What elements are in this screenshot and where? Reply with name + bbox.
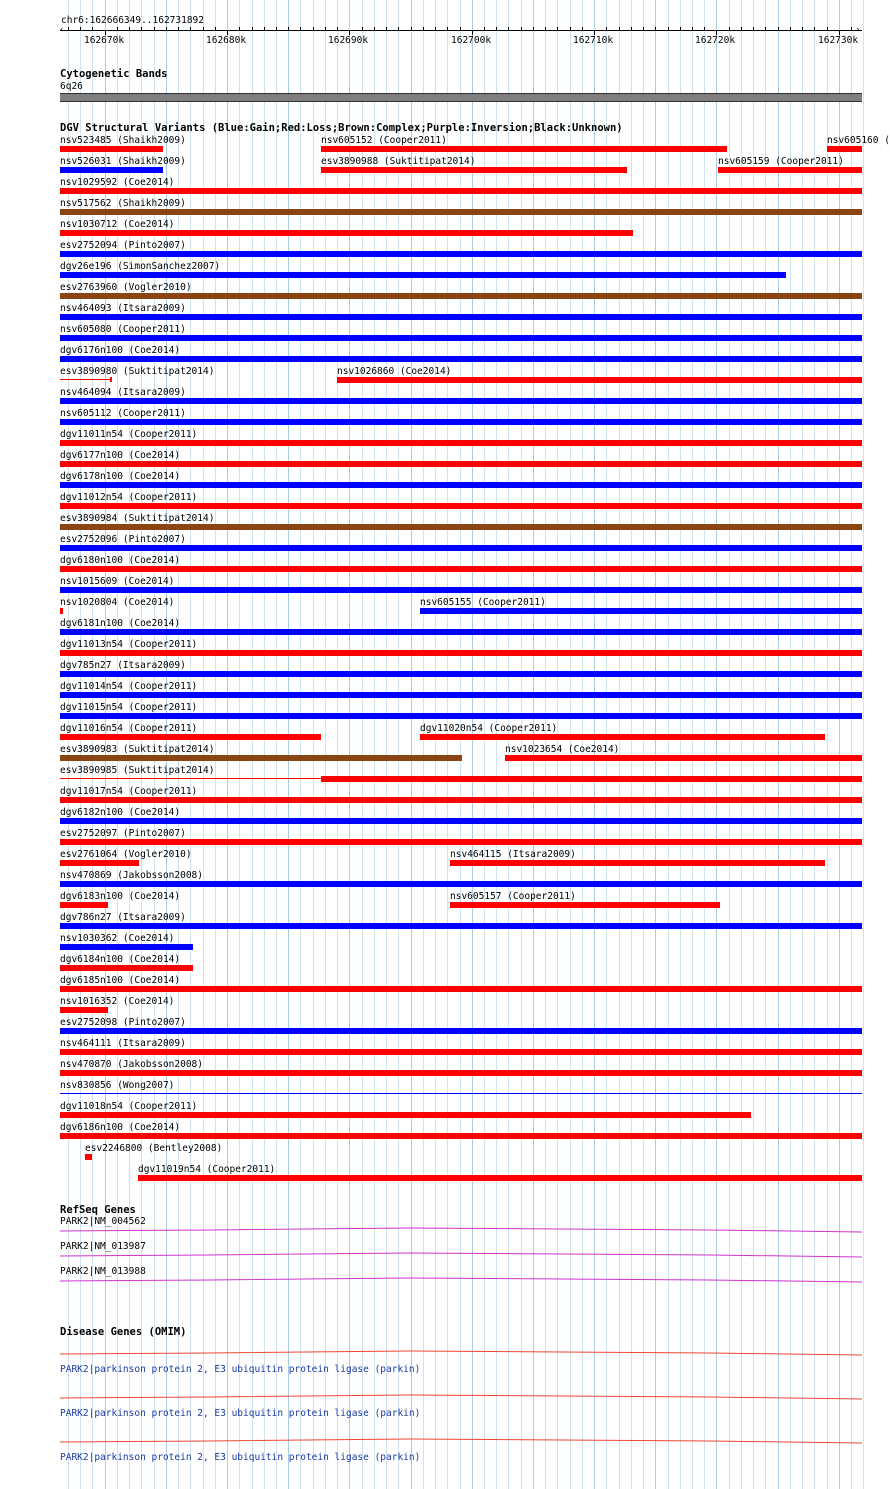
dgv-variant-bar[interactable] — [60, 146, 163, 152]
dgv-variant-bar[interactable] — [60, 755, 462, 761]
dgv-variant-bar[interactable] — [60, 734, 321, 740]
dgv-variant-label[interactable]: dgv11011n54 (Cooper2011) — [60, 429, 198, 440]
dgv-variant-label[interactable]: nsv526031 (Shaikh2009) — [60, 156, 186, 167]
grid-line — [374, 0, 375, 1489]
ruler-tick — [741, 27, 742, 30]
grid-line — [802, 0, 803, 1489]
ruler-tick — [435, 27, 436, 30]
dgv-variant-label[interactable]: dgv6176n100 (Coe2014) — [60, 345, 181, 356]
grid-line — [668, 0, 669, 1489]
dgv-variant-label[interactable]: nsv464094 (Itsara2009) — [60, 387, 186, 398]
dgv-variant-bar[interactable] — [60, 379, 111, 380]
ruler-tick — [252, 27, 253, 30]
omim-gene-model[interactable] — [60, 1437, 862, 1445]
dgv-variant-label[interactable]: esv3890988 (Suktitipat2014) — [321, 156, 476, 167]
ruler-tick — [802, 27, 803, 30]
ruler-tick — [239, 27, 240, 30]
cytoband-bar[interactable] — [60, 93, 862, 102]
dgv-variant-bar[interactable] — [60, 1007, 108, 1013]
ruler-tick — [80, 27, 81, 30]
ruler-tick — [496, 27, 497, 30]
dgv-variant-label[interactable]: dgv6186n100 (Coe2014) — [60, 1122, 181, 1133]
grid-line — [252, 0, 253, 1489]
dgv-variant-label[interactable]: nsv1015609 (Coe2014) — [60, 576, 175, 587]
ruler-tick — [692, 27, 693, 30]
ruler-tick — [582, 27, 583, 30]
dgv-variant-label[interactable]: nsv1020804 (Coe2014) — [60, 597, 175, 608]
dgv-variant-label[interactable]: dgv11015n54 (Cooper2011) — [60, 702, 198, 713]
ruler-tick — [300, 27, 301, 30]
dgv-track-title: DGV Structural Variants (Blue:Gain;Red:Loss;Brown:Complex;Purple:Inversion;Black:Unknown) — [60, 122, 623, 134]
dgv-variant-bar[interactable] — [60, 881, 862, 887]
grid-line — [863, 0, 864, 1489]
ruler-tick — [313, 27, 314, 30]
dgv-variant-bar[interactable] — [60, 965, 193, 971]
grid-line — [288, 0, 289, 1489]
dgv-variant-bar[interactable] — [60, 671, 862, 677]
refseq-gene-label[interactable]: PARK2|NM_013987 — [60, 1241, 146, 1252]
dgv-variant-bar[interactable] — [60, 461, 862, 467]
dgv-variant-bar[interactable] — [60, 230, 633, 236]
ruler-tick-label: 162690k — [328, 35, 369, 46]
dgv-variant-bar[interactable] — [60, 503, 862, 509]
grid-line — [655, 0, 656, 1489]
ruler-tick — [190, 27, 191, 30]
dgv-variant-bar[interactable] — [60, 839, 862, 845]
dgv-variant-label[interactable]: dgv786n27 (Itsara2009) — [60, 912, 186, 923]
grid-line — [827, 0, 828, 1489]
locus-label: chr6:162666349..162731892 — [61, 15, 204, 26]
grid-line — [472, 0, 473, 1489]
ruler-tick — [447, 27, 448, 30]
ruler-tick — [655, 27, 656, 30]
dgv-variant-bar[interactable] — [60, 1133, 862, 1139]
ruler-tick — [753, 27, 754, 30]
dgv-variant-label[interactable]: dgv11014n54 (Cooper2011) — [60, 681, 198, 692]
ruler-tick — [117, 27, 118, 30]
dgv-variant-label[interactable]: nsv1016352 (Coe2014) — [60, 996, 175, 1007]
grid-line — [276, 0, 277, 1489]
dgv-variant-bar[interactable] — [60, 1049, 862, 1055]
dgv-variant-bar[interactable] — [450, 860, 825, 866]
dgv-variant-label[interactable]: dgv26e196 (SimonSanchez2007) — [60, 261, 221, 272]
grid-line — [716, 0, 717, 1489]
ruler-tick — [521, 27, 522, 30]
grid-line — [631, 0, 632, 1489]
ruler-tick — [92, 27, 93, 30]
grid-line — [313, 0, 314, 1489]
ruler-tick — [631, 27, 632, 30]
dgv-variant-bar[interactable] — [60, 482, 862, 488]
ruler-tick — [325, 27, 326, 30]
refseq-gene-model[interactable] — [60, 1226, 862, 1234]
ruler-tick — [374, 27, 375, 30]
grid-line — [839, 0, 840, 1489]
dgv-variant-bar[interactable] — [60, 587, 862, 593]
dgv-variant-label[interactable]: nsv605157 (Cooper2011) — [450, 891, 576, 902]
dgv-variant-label[interactable]: dgv11019n54 (Cooper2011) — [138, 1164, 276, 1175]
grid-line — [729, 0, 730, 1489]
ruler-tick — [129, 27, 130, 30]
omim-gene-model[interactable] — [60, 1393, 862, 1401]
ruler-tick — [264, 27, 265, 30]
dgv-variant-bar[interactable] — [60, 314, 862, 320]
dgv-variant-label[interactable]: nsv464093 (Itsara2009) — [60, 303, 186, 314]
grid-line — [435, 0, 436, 1489]
ruler-left-arrow-icon: ‹ — [59, 25, 65, 35]
ruler-tick — [814, 27, 815, 30]
dgv-variant-bar[interactable] — [60, 797, 862, 803]
dgv-variant-bar[interactable] — [60, 629, 862, 635]
grid-line — [765, 0, 766, 1489]
ruler-tick — [606, 27, 607, 30]
grid-line — [300, 0, 301, 1489]
refseq-gene-label[interactable]: PARK2|NM_013988 — [60, 1266, 146, 1277]
refseq-gene-label[interactable]: PARK2|NM_004562 — [60, 1216, 146, 1227]
dgv-variant-bar[interactable] — [60, 1070, 862, 1076]
dgv-variant-bar[interactable] — [60, 986, 862, 992]
grid-line — [325, 0, 326, 1489]
dgv-variant-bar[interactable] — [718, 167, 862, 173]
dgv-variant-label[interactable]: dgv6181n100 (Coe2014) — [60, 618, 181, 629]
dgv-variant-bar[interactable] — [321, 776, 862, 782]
dgv-variant-label[interactable]: nsv1030362 (Coe2014) — [60, 933, 175, 944]
dgv-variant-bar[interactable] — [60, 650, 862, 656]
dgv-variant-label[interactable]: dgv11017n54 (Cooper2011) — [60, 786, 198, 797]
ruler-tick-label: 162670k — [84, 35, 125, 46]
grid-line — [692, 0, 693, 1489]
dgv-variant-bar[interactable] — [60, 1028, 862, 1034]
dgv-variant-label[interactable]: dgv6177n100 (Coe2014) — [60, 450, 181, 461]
dgv-variant-label[interactable]: esv2752097 (Pinto2007) — [60, 828, 186, 839]
grid-line — [680, 0, 681, 1489]
dgv-variant-bar[interactable] — [138, 1175, 862, 1181]
ruler-tick — [386, 27, 387, 30]
dgv-variant-label[interactable]: esv3890985 (Suktitipat2014) — [60, 765, 215, 776]
dgv-variant-bar[interactable] — [60, 293, 862, 299]
dgv-variant-label[interactable]: nsv470870 (Jakobsson2008) — [60, 1059, 203, 1070]
ruler-tick — [557, 27, 558, 30]
ruler-tick — [166, 27, 167, 30]
dgv-variant-label[interactable]: nsv605080 (Cooper2011) — [60, 324, 186, 335]
ruler-tick — [533, 27, 534, 30]
ruler-tick — [154, 27, 155, 30]
ruler-tick — [680, 27, 681, 30]
dgv-variant-bar[interactable] — [60, 524, 862, 530]
grid-line — [790, 0, 791, 1489]
ruler-tick — [423, 27, 424, 30]
dgv-variant-label[interactable]: nsv523485 (Shaikh2009) — [60, 135, 186, 146]
dgv-variant-label[interactable]: esv2752096 (Pinto2007) — [60, 534, 186, 545]
dgv-variant-bar[interactable] — [60, 398, 862, 404]
dgv-variant-bar[interactable] — [60, 335, 862, 341]
dgv-variant-label[interactable]: dgv785n27 (Itsara2009) — [60, 660, 186, 671]
grid-line — [386, 0, 387, 1489]
dgv-variant-label[interactable]: nsv605112 (Cooper2011) — [60, 408, 186, 419]
dgv-variant-label[interactable]: nsv1026860 (Coe2014) — [337, 366, 452, 377]
dgv-variant-label[interactable]: nsv605160 ( — [827, 135, 890, 146]
ruler-tick — [668, 27, 669, 30]
dgv-variant-label[interactable]: nsv464115 (Itsara2009) — [450, 849, 576, 860]
dgv-variant-label[interactable]: dgv6184n100 (Coe2014) — [60, 954, 181, 965]
dgv-variant-label[interactable]: dgv11013n54 (Cooper2011) — [60, 639, 198, 650]
grid-line — [349, 0, 350, 1489]
ruler-tick — [337, 27, 338, 30]
ruler-axis-line — [60, 30, 862, 31]
ruler-tick — [827, 27, 828, 30]
omim-gene-link[interactable]: PARK2|parkinson protein 2, E3 ubiquitin protein ligase (parkin) — [60, 1408, 421, 1419]
ruler-tick — [619, 27, 620, 30]
dgv-variant-label[interactable]: nsv1029592 (Coe2014) — [60, 177, 175, 188]
ruler-tick-label: 162700k — [451, 35, 492, 46]
dgv-variant-label[interactable]: esv3890984 (Suktitipat2014) — [60, 513, 215, 524]
grid-line — [215, 0, 216, 1489]
dgv-variant-label[interactable]: esv2752094 (Pinto2007) — [60, 240, 186, 251]
ruler-tick — [68, 27, 69, 30]
dgv-variant-bar[interactable] — [60, 1112, 751, 1118]
refseq-track-title: RefSeq Genes — [60, 1204, 136, 1216]
dgv-variant-bar[interactable] — [60, 419, 862, 425]
dgv-variant-bar[interactable] — [60, 1093, 862, 1094]
ruler-tick-label: 162710k — [573, 35, 614, 46]
grid-line — [704, 0, 705, 1489]
grid-line — [447, 0, 448, 1489]
ruler-right-arrow-icon: › — [855, 25, 861, 35]
dgv-variant-bar[interactable] — [60, 188, 862, 194]
dgv-variant-label[interactable]: nsv470869 (Jakobsson2008) — [60, 870, 203, 881]
dgv-variant-bar[interactable] — [827, 146, 862, 152]
dgv-variant-bar[interactable] — [420, 734, 825, 740]
dgv-variant-bar[interactable] — [60, 944, 193, 950]
dgv-variant-bar[interactable] — [60, 209, 862, 215]
dgv-variant-bar[interactable] — [505, 755, 862, 761]
grid-line — [643, 0, 644, 1489]
ruler-tick — [398, 27, 399, 30]
ruler-tick — [508, 27, 509, 30]
dgv-variant-label[interactable]: esv2763960 (Vogler2010) — [60, 282, 192, 293]
grid-line — [411, 0, 412, 1489]
grid-line — [423, 0, 424, 1489]
cytoband-label: 6q26 — [60, 81, 83, 92]
dgv-variant-label[interactable]: dgv6182n100 (Coe2014) — [60, 807, 181, 818]
ruler-tick — [851, 27, 852, 30]
dgv-variant-bar[interactable] — [85, 1154, 92, 1160]
refseq-gene-model[interactable] — [60, 1276, 862, 1284]
dgv-variant-label[interactable]: nsv1023654 (Coe2014) — [505, 744, 620, 755]
ruler-tick — [411, 27, 412, 30]
dgv-variant-label[interactable]: esv2752098 (Pinto2007) — [60, 1017, 186, 1028]
ruler-tick-label: 162730k — [818, 35, 859, 46]
dgv-variant-bar[interactable] — [60, 545, 862, 551]
ruler-tick — [765, 27, 766, 30]
grid-line — [484, 0, 485, 1489]
dgv-variant-label[interactable]: esv2246800 (Bentley2008) — [85, 1143, 223, 1154]
dgv-variant-bar[interactable] — [60, 272, 786, 278]
dgv-variant-label[interactable]: dgv11012n54 (Cooper2011) — [60, 492, 198, 503]
grid-line — [496, 0, 497, 1489]
dgv-variant-label[interactable]: nsv517562 (Shaikh2009) — [60, 198, 186, 209]
ruler-tick-label: 162720k — [695, 35, 736, 46]
ruler-tick — [778, 27, 779, 30]
ruler-tick — [484, 27, 485, 30]
dgv-variant-label[interactable]: esv3890983 (Suktitipat2014) — [60, 744, 215, 755]
omim-track-title: Disease Genes (OMIM) — [60, 1326, 187, 1338]
grid-line — [337, 0, 338, 1489]
dgv-variant-bar[interactable] — [450, 902, 720, 908]
ruler-tick — [141, 27, 142, 30]
dgv-variant-bar[interactable] — [60, 440, 862, 446]
dgv-variant-bar[interactable] — [420, 608, 862, 614]
grid-line — [362, 0, 363, 1489]
ruler-tick — [545, 27, 546, 30]
grid-line — [227, 0, 228, 1489]
dgv-variant-bar[interactable] — [337, 377, 862, 383]
ruler-tick — [203, 27, 204, 30]
ruler-tick — [643, 27, 644, 30]
dgv-variant-bar[interactable] — [60, 167, 163, 173]
ruler-tick — [288, 27, 289, 30]
omim-gene-link[interactable]: PARK2|parkinson protein 2, E3 ubiquitin protein ligase (parkin) — [60, 1452, 421, 1463]
grid-line — [741, 0, 742, 1489]
grid-line — [753, 0, 754, 1489]
dgv-variant-label[interactable]: nsv1030712 (Coe2014) — [60, 219, 175, 230]
dgv-variant-bar[interactable] — [60, 818, 862, 824]
omim-gene-model[interactable] — [60, 1349, 862, 1357]
omim-gene-link[interactable]: PARK2|parkinson protein 2, E3 ubiquitin protein ligase (parkin) — [60, 1364, 421, 1375]
dgv-variant-label[interactable]: dgv11018n54 (Cooper2011) — [60, 1101, 198, 1112]
dgv-variant-label[interactable]: esv3890980 (Suktitipat2014) — [60, 366, 215, 377]
grid-line — [851, 0, 852, 1489]
ruler-tick — [178, 27, 179, 30]
ruler-tick — [276, 27, 277, 30]
dgv-variant-label[interactable]: nsv464111 (Itsara2009) — [60, 1038, 186, 1049]
ruler-tick — [460, 27, 461, 30]
cytoband-track-title: Cytogenetic Bands — [60, 68, 168, 80]
dgv-variant-label[interactable]: esv2761064 (Vogler2010) — [60, 849, 192, 860]
dgv-variant-label[interactable]: dgv6183n100 (Coe2014) — [60, 891, 181, 902]
grid-line — [778, 0, 779, 1489]
ruler-tick — [570, 27, 571, 30]
ruler-tick — [704, 27, 705, 30]
dgv-variant-bar[interactable] — [60, 566, 862, 572]
dgv-variant-label[interactable]: dgv6178n100 (Coe2014) — [60, 471, 181, 482]
ruler-tick — [362, 27, 363, 30]
dgv-variant-bar[interactable] — [321, 167, 627, 173]
dgv-variant-label[interactable]: dgv11016n54 (Cooper2011) — [60, 723, 198, 734]
dgv-variant-label[interactable]: nsv830856 (Wong2007) — [60, 1080, 175, 1091]
grid-line — [460, 0, 461, 1489]
dgv-variant-bar[interactable] — [60, 356, 862, 362]
dgv-variant-bar[interactable] — [60, 860, 139, 866]
ruler-tick — [790, 27, 791, 30]
dgv-variant-label[interactable]: nsv605155 (Cooper2011) — [420, 597, 546, 608]
dgv-variant-bar[interactable] — [60, 778, 321, 779]
dgv-variant-bar[interactable] — [60, 713, 862, 719]
grid-line — [814, 0, 815, 1489]
dgv-variant-label[interactable]: nsv605152 (Cooper2011) — [321, 135, 447, 146]
dgv-variant-bar[interactable] — [60, 902, 108, 908]
dgv-variant-label[interactable]: dgv6185n100 (Coe2014) — [60, 975, 181, 986]
grid-line — [239, 0, 240, 1489]
dgv-variant-bar[interactable] — [60, 608, 63, 614]
dgv-variant-label[interactable]: dgv6180n100 (Coe2014) — [60, 555, 181, 566]
grid-line — [264, 0, 265, 1489]
grid-line — [398, 0, 399, 1489]
dgv-variant-bar[interactable] — [60, 692, 862, 698]
dgv-variant-bar[interactable] — [60, 251, 862, 257]
dgv-variant-label[interactable]: nsv605159 (Cooper2011) — [718, 156, 844, 167]
dgv-variant-label[interactable]: dgv11020n54 (Cooper2011) — [420, 723, 558, 734]
ruler-tick — [729, 27, 730, 30]
ruler-tick — [215, 27, 216, 30]
refseq-gene-model[interactable] — [60, 1251, 862, 1259]
dgv-variant-bar[interactable] — [321, 146, 727, 152]
ruler-tick-label: 162680k — [206, 35, 247, 46]
dgv-variant-bar[interactable] — [60, 923, 862, 929]
